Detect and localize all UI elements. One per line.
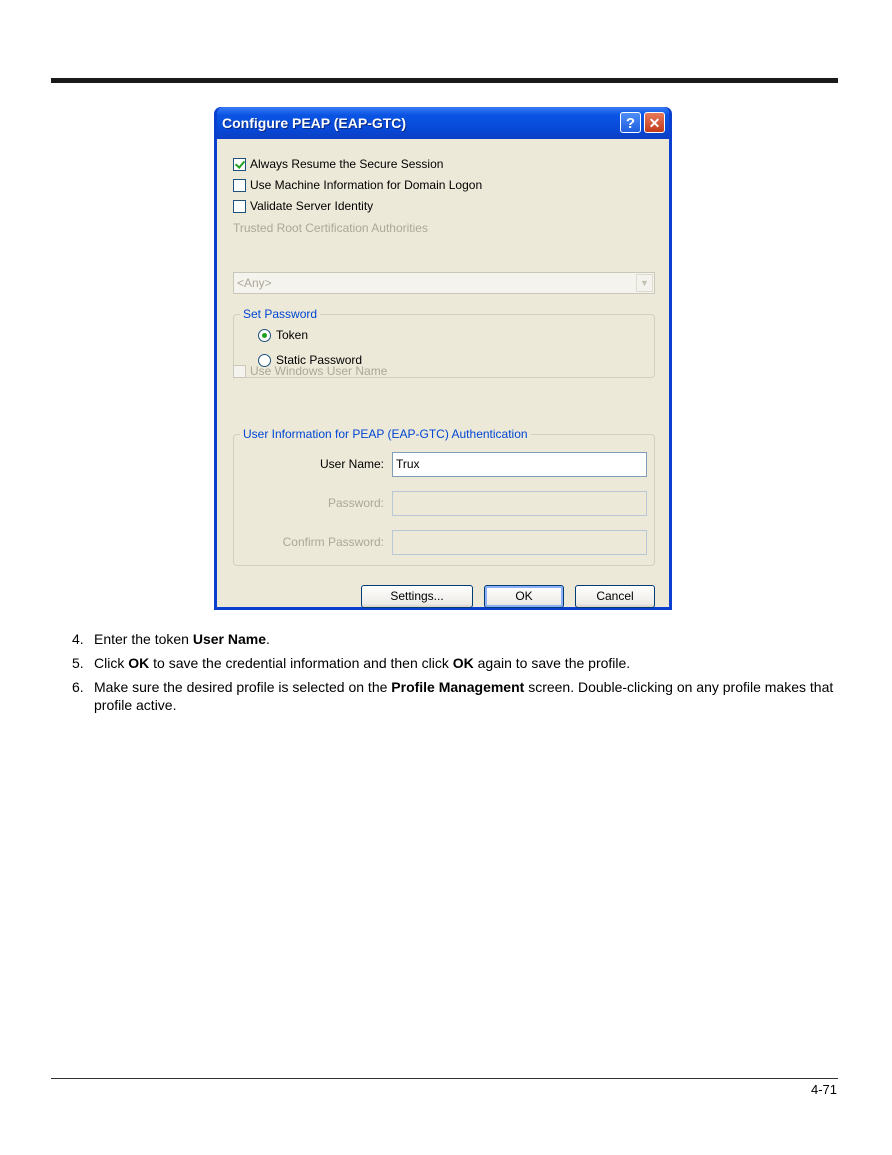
chevron-down-icon: ▼ [636,274,653,292]
settings-button[interactable]: Settings... [361,585,473,608]
use-windows-user-label: Use Windows User Name [250,364,388,378]
always-resume-option[interactable] [233,156,443,172]
step-bold-term: User Name [192,631,266,647]
step-text: Make sure the desired profile is selected on the [94,679,392,695]
step-bold-term: OK [452,655,474,671]
user-info-group [233,427,655,566]
ok-button[interactable]: OK [484,585,564,608]
validate-server-option[interactable] [233,198,373,214]
trusted-root-value: <Any> [237,276,272,290]
dialog-title: Configure PEAP (EAP-GTC) [222,115,407,131]
step-item [72,654,842,672]
step-bold-term: Profile Management [391,679,525,695]
step-text: Enter the token [94,631,193,647]
token-label: Token [276,328,309,342]
trusted-root-label: Trusted Root Certification Authorities [233,221,428,235]
use-machine-info-checkbox[interactable] [233,179,246,192]
help-button[interactable]: ? [620,112,641,133]
instruction-steps [72,630,842,720]
always-resume-label: Always Resume the Secure Session [250,157,444,171]
trusted-root-combo [233,272,655,294]
step-item [72,630,842,648]
user-name-label: User Name: [319,457,384,471]
configure-peap-dialog [214,107,672,610]
step-text: . [266,631,270,647]
step-bold-term: OK [128,655,150,671]
use-windows-user-option [233,363,387,379]
step-text: Click [94,655,129,671]
use-machine-info-option[interactable] [233,177,482,193]
use-windows-user-checkbox [233,365,246,378]
confirm-password-label: Confirm Password: [282,535,384,549]
validate-server-checkbox[interactable] [233,200,246,213]
user-name-field[interactable]: Trux [392,452,647,477]
token-radio[interactable] [258,329,271,342]
step-text: to save the credential information and then click [149,655,453,671]
step-number: 5. [72,655,84,671]
cancel-button[interactable]: Cancel [575,585,655,608]
step-text: again to save the profile. [473,655,631,671]
token-option[interactable] [258,328,308,342]
use-machine-info-label: Use Machine Information for Domain Logon [250,178,483,192]
close-button[interactable]: ✕ [644,112,665,133]
dialog-client-area [217,139,669,607]
footer-rule [51,1078,838,1079]
page-number: 4-71 [810,1082,837,1097]
step-item [72,678,842,714]
confirm-password-field [392,530,647,555]
set-password-legend: Set Password [240,307,320,321]
always-resume-checkbox[interactable] [233,158,246,171]
validate-server-label: Validate Server Identity [250,199,374,213]
password-label: Password: [327,496,384,510]
static-password-label: Static Password [276,353,363,367]
password-field [392,491,647,516]
step-number: 4. [72,631,84,647]
user-info-legend: User Information for PEAP (EAP-GTC) Authentication [240,427,531,441]
step-number: 6. [72,679,84,695]
dialog-titlebar[interactable] [217,107,669,139]
step-text: screen. Double-clicking on any profile makes that profile active. [94,679,834,713]
header-rule [51,78,838,83]
